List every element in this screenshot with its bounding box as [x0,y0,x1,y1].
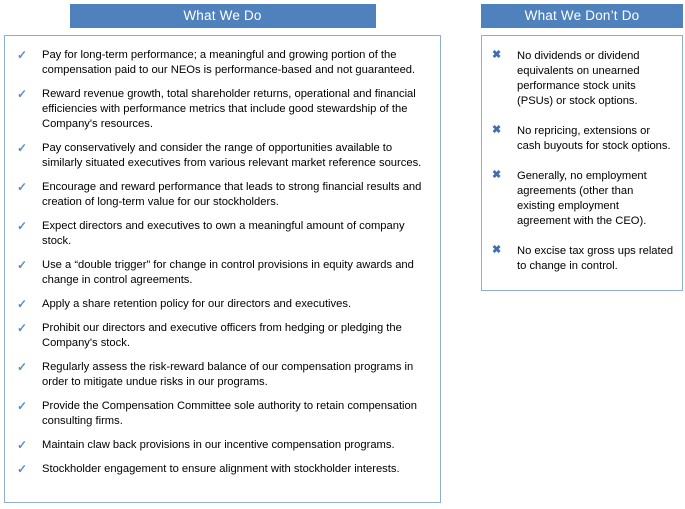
list-item [17,321,430,351]
list-item [492,244,674,274]
what-we-do-column [4,4,441,503]
check-icon: ✓ [17,297,28,311]
list-item [17,360,430,390]
check-icon: ✓ [17,48,28,62]
x-icon: ✖ [492,169,502,181]
x-icon: ✖ [492,124,502,136]
item-text: Regularly assess the risk-reward balance of our compensation programs in order to mitigate undue risks in our programs. [42,361,414,388]
check-icon: ✓ [17,87,28,101]
list-item [17,438,430,453]
check-icon: ✓ [17,219,28,233]
item-text: No dividends or dividend equivalents on unearned performance stock units (PSUs) or stock options. [517,50,640,107]
item-text: Expect directors and executives to own a meaningful amount of company stock. [42,220,405,247]
list-item [17,399,430,429]
check-icon: ✓ [17,321,28,335]
item-text: Stockholder engagement to ensure alignment with stockholder interests. [42,463,400,475]
item-text: Reward revenue growth, total shareholder returns, operational and financial efficiencies with performance metrics that include good stewardship of the Company's resources. [42,88,416,130]
check-icon: ✓ [17,141,28,155]
what-we-dont-do-column [481,4,683,503]
item-text: Pay for long-term performance; a meaningful and growing portion of the compensation paid to our NEOs is performance-based and not guaranteed. [42,49,416,76]
list-item [17,297,430,312]
item-text: Pay conservatively and consider the range of opportunities available to similarly situated executives from various relevant market reference sources. [42,142,422,169]
x-icon: ✖ [492,49,502,61]
check-icon: ✓ [17,399,28,413]
what-we-do-header: What We Do [70,4,376,28]
check-icon: ✓ [17,438,28,452]
item-text: Use a “double trigger” for change in control provisions in equity awards and change in control agreements. [42,259,414,286]
item-text: Maintain claw back provisions in our incentive compensation programs. [42,439,395,451]
item-text: Generally, no employment agreements (other than existing employment agreement with the CEO). [517,170,647,227]
item-text: Prohibit our directors and executive officers from hedging or pledging the Company's stock. [42,322,402,349]
list-item [17,219,430,249]
what-we-dont-do-box [481,35,683,291]
list-item [492,169,674,229]
list-item [492,49,674,109]
list-item [17,462,430,477]
list-item [17,48,430,78]
list-item [492,124,674,154]
x-icon: ✖ [492,244,502,256]
item-text: Apply a share retention policy for our directors and executives. [42,298,352,310]
check-icon: ✓ [17,258,28,272]
what-we-dont-do-header: What We Don’t Do [481,4,683,28]
item-text: No repricing, extensions or cash buyouts for stock options. [517,125,671,152]
list-item [17,258,430,288]
list-item [17,87,430,132]
check-icon: ✓ [17,462,28,476]
item-text: No excise tax gross ups related to change in control. [517,245,674,272]
item-text: Provide the Compensation Committee sole authority to retain compensation consulting firms. [42,400,417,427]
list-item [17,141,430,171]
check-icon: ✓ [17,360,28,374]
check-icon: ✓ [17,180,28,194]
list-item [17,180,430,210]
item-text: Encourage and reward performance that leads to strong financial results and creation of long-term value for our stockholders. [42,181,422,208]
what-we-do-box [4,35,441,503]
